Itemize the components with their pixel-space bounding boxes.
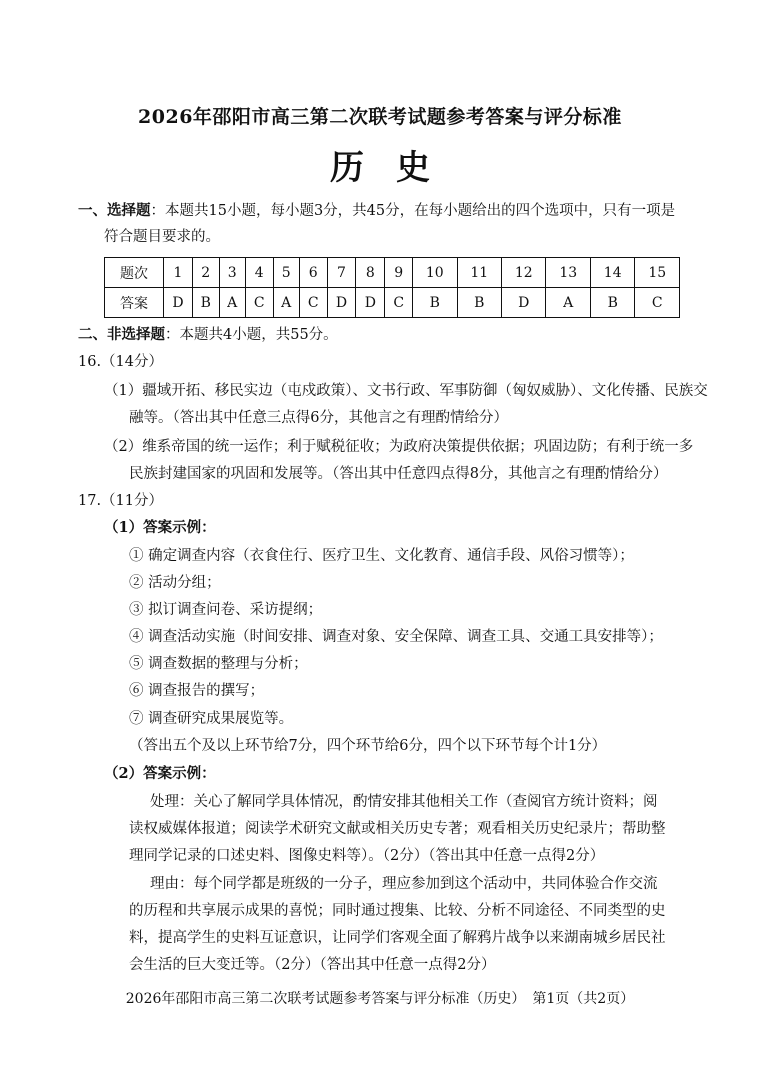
subject-title: 历史 [330,148,462,188]
answer-cell: D [164,288,193,318]
q17-part1-label: （1）答案示例： [104,519,216,536]
row-label-answer: 答案 [105,288,164,318]
q17-handling-line: 理同学记录的口述史料、图像史料等）。（2分）（答出其中任意一点得2分） [129,848,605,864]
answer-cell: C [245,288,273,318]
section1-line1 [78,200,675,222]
answer-table [104,257,680,318]
question-number: 7 [327,258,356,288]
table-row-answers [105,288,680,318]
question-number: 2 [192,258,219,288]
answer-cell: B [590,288,634,318]
q17-handling-line: 读权威媒体报道；阅读学术研究文献或相关历史专著；观看相关历史纪录片；帮助整 [129,821,666,837]
page-footer: 2026年邵阳市高三第二次联考试题参考答案与评分标准（历史） 第1页（共2页） [125,991,635,1007]
q17-part2-label: （2）答案示例： [104,765,216,782]
q17-step: ② 活动分组； [129,575,221,591]
question-number: 3 [219,258,245,288]
answer-cell: C [635,288,680,318]
answer-cell: B [192,288,219,318]
section1-text: ：本题共15小题，每小题3分，共45分，在每小题给出的四个选项中，只有一项是 [150,203,676,219]
question-number: 13 [546,258,590,288]
q16-part2-line1: （2）维系帝国的统一运作；利于赋税征收；为政府决策提供依据；巩固边防；有利于统一多 [104,439,694,455]
question-number: 11 [457,258,501,288]
table-row-numbers [105,258,680,288]
q16-part1-line1: （1）疆域开拓、移民实边（屯戍政策）、文书行政、军事防御（匈奴威胁）、文化传播、民族交 [104,383,708,399]
answer-cell: A [546,288,590,318]
question-number: 15 [635,258,680,288]
row-label-number: 题次 [105,258,164,288]
answer-cell: C [385,288,413,318]
q16-header: 16.（14分） [78,354,164,370]
question-number: 10 [413,258,457,288]
answer-cell: C [299,288,327,318]
question-number: 6 [299,258,327,288]
q17-part1-scoring: （答出五个及以上环节给7分，四个环节给6分，四个以下环节每个计1分） [129,738,607,754]
answer-cell: D [327,288,356,318]
q17-step: ④ 调查活动实施（时间安排、调查对象、安全保障、调查工具、交通工具安排等）； [129,629,663,645]
answer-cell: D [502,288,546,318]
question-number: 1 [164,258,193,288]
q17-reason-line: 的历程和共享展示成果的喜悦；同时通过搜集、比较、分析不同途径、不同类型的史 [129,903,666,919]
q17-step: ⑦ 调查研究成果展览等。 [129,711,294,727]
question-number: 8 [356,258,385,288]
question-number: 14 [590,258,634,288]
question-number: 4 [245,258,273,288]
section1-line2: 符合题目要求的。 [104,229,220,245]
answer-cell: B [457,288,501,318]
question-number: 5 [273,258,299,288]
q17-step: ⑥ 调查报告的撰写； [129,683,265,699]
q17-reason-line: 理由：每个同学都是班级的一分子，理应参加到这个活动中，共同体验合作交流 [150,876,658,892]
answer-cell: A [219,288,245,318]
section2-heading: 二、非选择题 [78,326,165,343]
q17-reason-line: 会生活的巨大变迁等。（2分）（答出其中任意一点得2分） [129,957,496,973]
answer-cell: B [413,288,457,318]
section2-text: ：本题共4小题，共55分。 [165,327,338,343]
q17-handling-line: 处理：关心了解同学具体情况，酌情安排其他相关工作（查阅官方统计资料；阅 [150,794,658,810]
answer-cell: A [273,288,299,318]
q17-step: ③ 拟订调查问卷、采访提纲； [129,602,323,618]
q17-header: 17.（11分） [78,493,164,509]
section1-heading: 一、选择题 [78,202,151,219]
q16-part2-line2: 民族封建国家的巩固和发展等。（答出其中任意四点得8分，其他言之有理酌情给分） [129,466,668,482]
question-number: 12 [502,258,546,288]
q17-step: ⑤ 调查数据的整理与分析； [129,656,308,672]
section2-line [78,324,338,346]
q16-part1-line2: 融等。（答出其中任意三点得6分，其他言之有理酌情给分） [129,410,508,426]
q17-step: ① 确定调查内容（衣食住行、医疗卫生、文化教育、通信手段、风俗习惯等）； [129,548,634,564]
document-title: 2026年邵阳市高三第二次联考试题参考答案与评分标准 [138,106,622,128]
q17-reason-line: 料，提高学生的史料互证意识，让同学们客观全面了解鸦片战争以来湖南城乡居民社 [129,930,666,946]
answer-cell: D [356,288,385,318]
question-number: 9 [385,258,413,288]
